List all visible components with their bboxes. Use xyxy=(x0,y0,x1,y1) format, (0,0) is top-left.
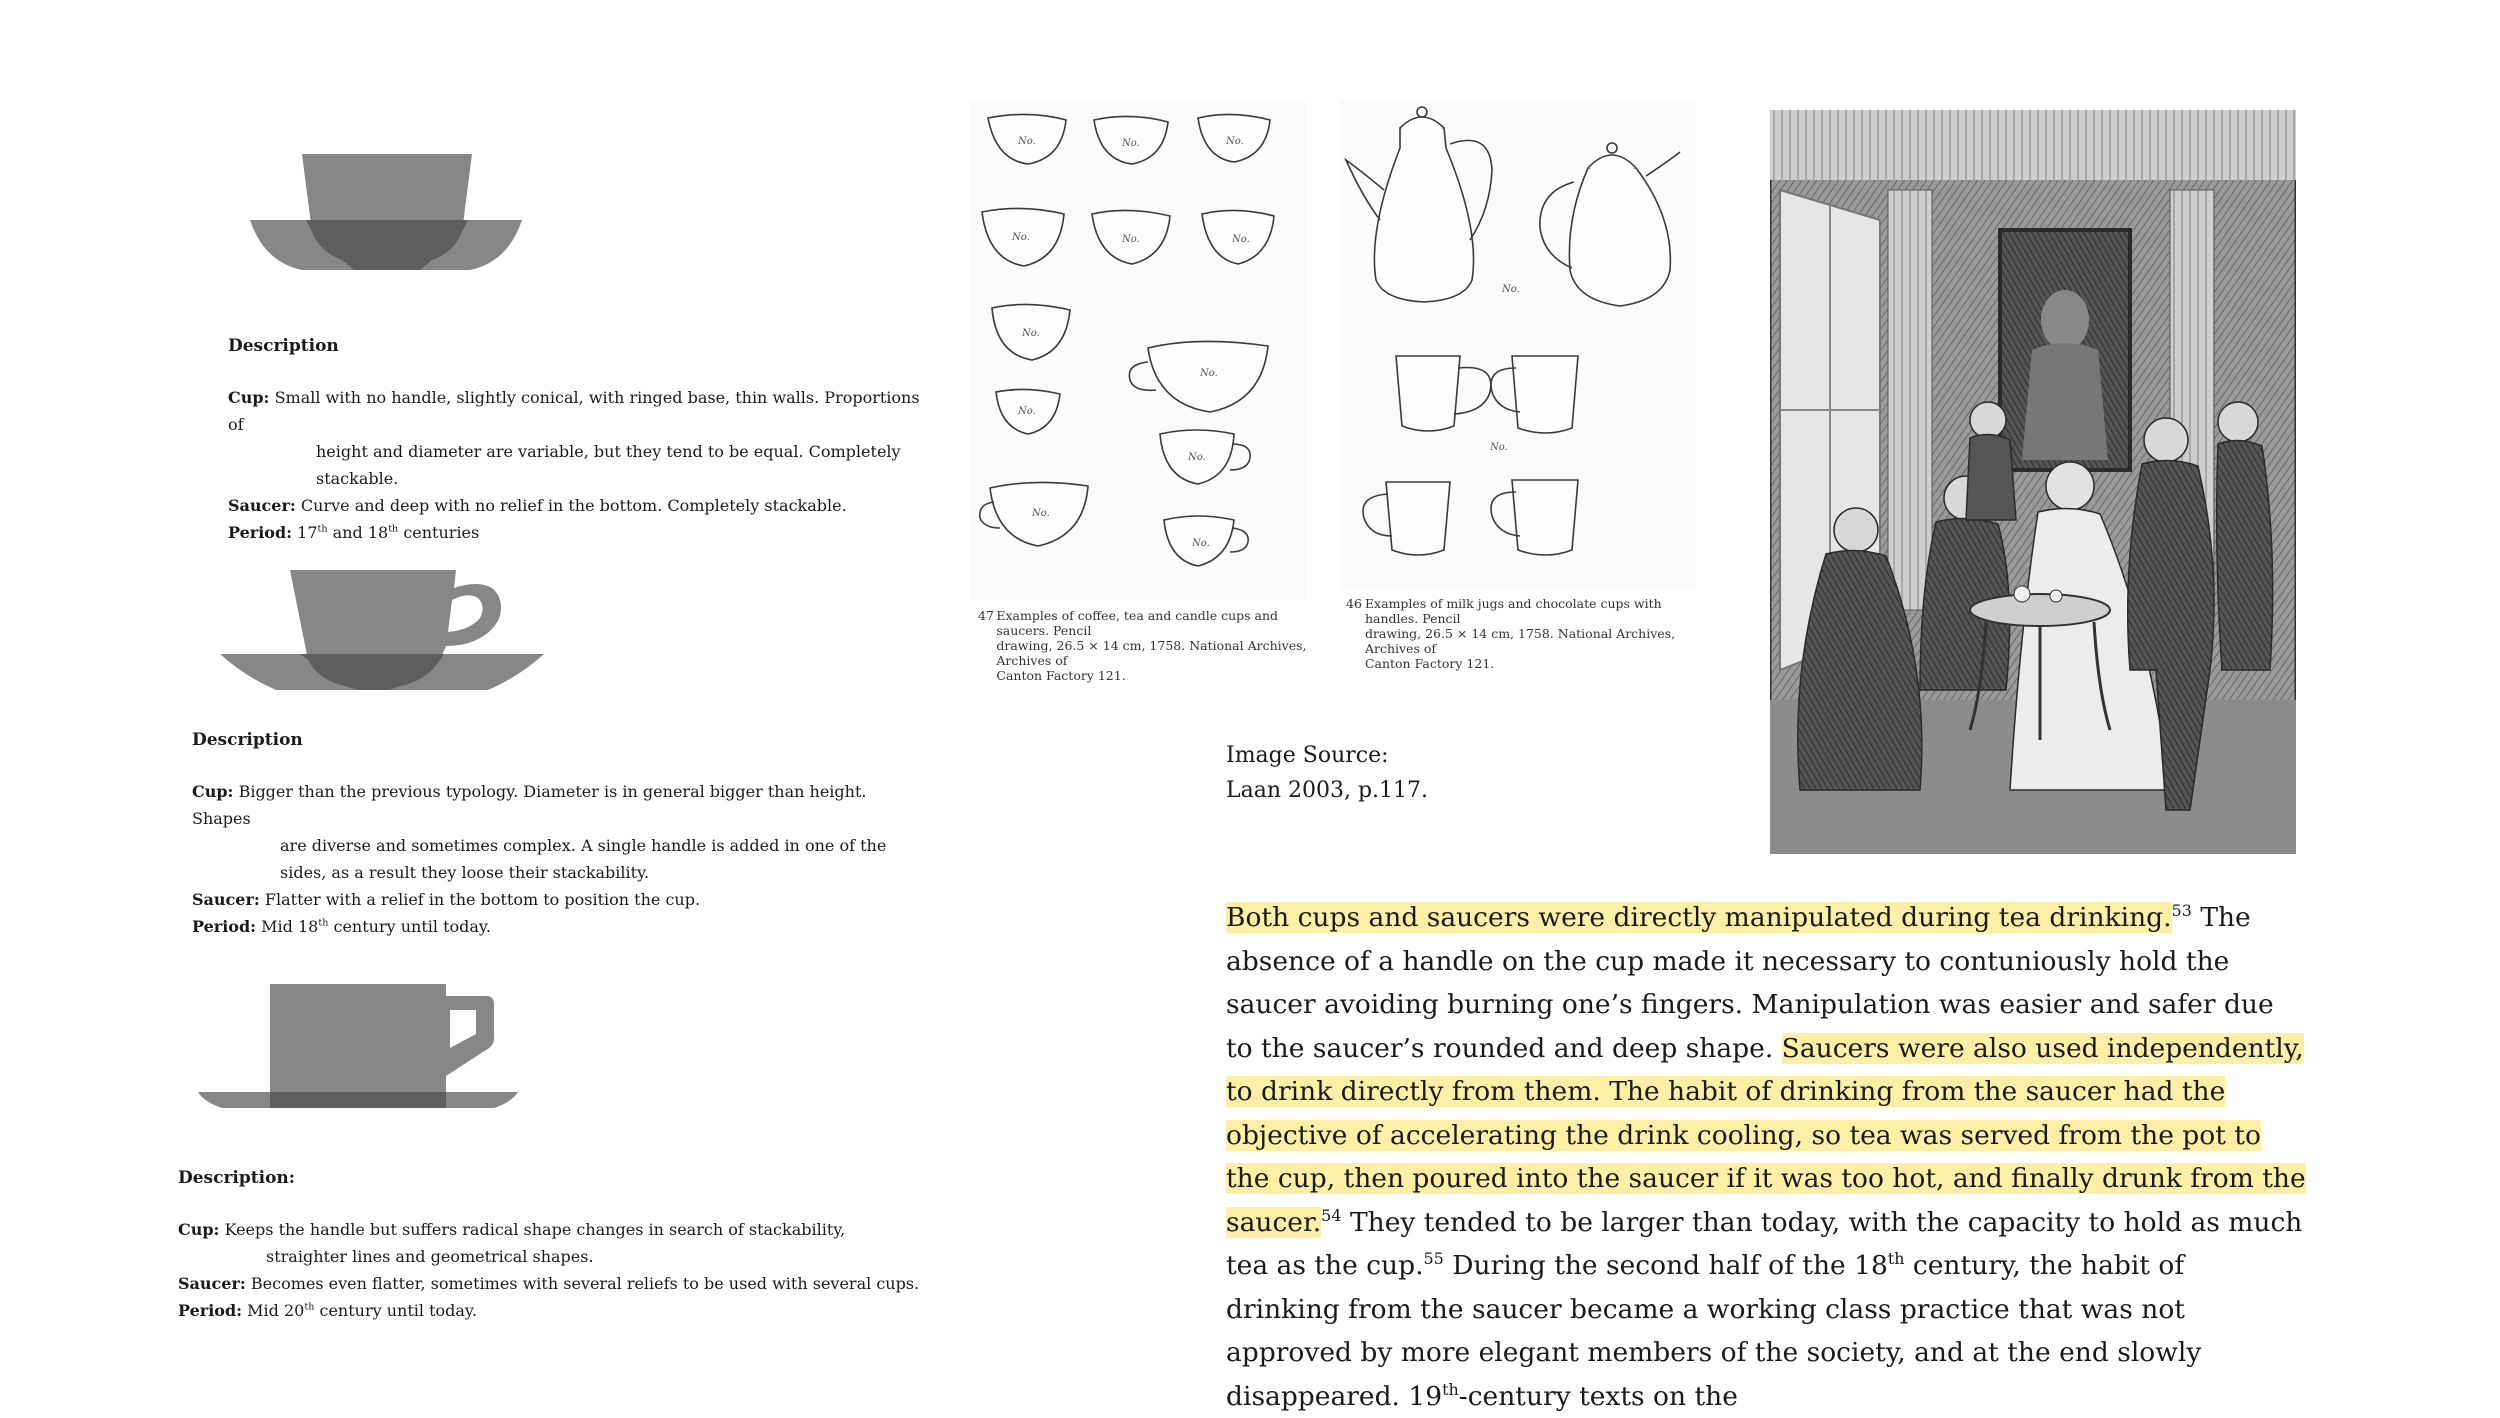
sketch-label-11: No. xyxy=(1032,508,1050,519)
typology-2-diagram xyxy=(220,566,550,696)
choc-cup-1 xyxy=(1396,356,1460,431)
figure-47-number: 47 xyxy=(978,608,994,623)
typology-3-cup-text-2: straighter lines and geometrical shapes. xyxy=(266,1247,594,1266)
choc-cup-2 xyxy=(1512,356,1578,433)
typology-2-cup-text-2: are diverse and sometimes complex. A single handle is added in one of the xyxy=(280,836,887,855)
typology-1-saucer-text: Curve and deep with no relief in the bottom. Completely stackable. xyxy=(300,496,847,515)
paragraph-sup-th-1: th xyxy=(1887,1249,1905,1269)
figure-46-caption-1: Examples of milk jugs and chocolate cups with handles. Pencil xyxy=(1364,596,1662,626)
sketch-label-4: No. xyxy=(1012,232,1030,243)
choc-cup-3 xyxy=(1386,482,1450,555)
tea-table-top xyxy=(1970,594,2110,626)
sketch-label-3: No. xyxy=(1226,136,1244,147)
figure-46-sketch xyxy=(1340,100,1696,590)
body-paragraph xyxy=(1226,896,2306,1418)
figure-woman-left-head xyxy=(1834,508,1878,552)
typology-1-cup-label: Cup: xyxy=(228,388,270,407)
typology-3-cup-label: Cup: xyxy=(178,1220,220,1239)
typology-1-description xyxy=(228,336,928,546)
column-left xyxy=(1888,190,1932,610)
typology-1-period-sup1: th xyxy=(317,523,328,535)
typology-1-period-label: Period: xyxy=(228,523,293,542)
figure-47-sketch xyxy=(970,100,1306,600)
sketch-label-2: No. xyxy=(1122,138,1140,149)
sketch-label-8: No. xyxy=(1200,368,1218,379)
typology-1-period-sup2: th xyxy=(388,523,399,535)
choc-cup-4 xyxy=(1512,480,1578,555)
figure-gentleman-head xyxy=(2144,418,2188,462)
sketch-label-7: No. xyxy=(1022,328,1040,339)
typology-1-cup-text-2: height and diameter are variable, but they tend to be equal. Completely xyxy=(316,442,901,461)
sketch-label-10: No. xyxy=(1188,452,1206,463)
image-source xyxy=(1226,738,1428,808)
figure-47-caption-2: drawing, 26.5 × 14 cm, 1758. National Archives, Archives of xyxy=(996,638,1307,668)
typology-1-cup-text-1: Small with no handle, slightly conical, with ringed base, thin walls. Proportions of xyxy=(228,388,920,434)
sketch-label-13: No. xyxy=(1502,284,1520,295)
typology-2-saucer-label: Saucer: xyxy=(192,890,260,909)
typology-3-diagram xyxy=(198,984,522,1114)
tea-scene-engraving xyxy=(1770,110,2296,854)
typology-3-period-pre: Mid 20 xyxy=(242,1301,305,1320)
image-source-ref: Laan 2003, p.117. xyxy=(1226,778,1429,803)
figure-standing-head xyxy=(1970,402,2006,438)
figure-46-caption-3: Canton Factory 121. xyxy=(1364,656,1495,671)
typology-3-period-post: century until today. xyxy=(314,1301,477,1320)
typology-1-period-mid: and 18 xyxy=(327,523,389,542)
jug-2-knob xyxy=(1607,143,1617,153)
typology-3-period-label: Period: xyxy=(178,1301,243,1320)
figure-46-caption xyxy=(1346,596,1706,671)
paragraph-text-2: They tended to be larger than today, with the capacity to hold as much tea as the cup. xyxy=(1226,1206,2303,1281)
typology-3-title: Description: xyxy=(178,1168,296,1188)
typology-2-cup-label: Cup: xyxy=(192,782,234,801)
sketch-label-14: No. xyxy=(1490,442,1508,453)
typology-1-saucer-label: Saucer: xyxy=(228,496,296,515)
paragraph-text-1: The absence of a handle on the cup made it necessary to contuniously hold the saucer avoiding burning one’s fingers. Manipulation was easier and safer due to the saucer’s rounded and deep shape. xyxy=(1226,902,2274,1064)
sketch-label-12: No. xyxy=(1192,538,1210,549)
typology-3-saucer-text: Becomes even flatter, sometimes with several reliefs to be used with several cups. xyxy=(250,1274,920,1293)
sketch-label-1: No. xyxy=(1018,136,1036,147)
footnote-54[interactable]: 54 xyxy=(1321,1205,1342,1225)
typology-1-title: Description xyxy=(228,336,339,356)
typology-1-period-pre: 17 xyxy=(297,523,318,542)
cup-3-overlap xyxy=(270,1092,446,1108)
figure-46-caption-2: drawing, 26.5 × 14 cm, 1758. National Archives, Archives of xyxy=(1364,626,1676,656)
figure-47-caption-3: Canton Factory 121. xyxy=(996,668,1126,683)
typology-1-period-post: centuries xyxy=(398,523,480,542)
sketch-label-9: No. xyxy=(1018,406,1036,417)
highlight-1: Both cups and saucers were directly manipulated during tea drinking. xyxy=(1226,902,2172,933)
cup-3-shape xyxy=(270,984,494,1108)
figure-47-caption xyxy=(978,608,1318,683)
figure-46-number: 46 xyxy=(1346,596,1362,611)
typology-2-cup-text-1: Bigger than the previous typology. Diameter is in general bigger than height. Shapes xyxy=(192,782,867,828)
typology-2-description xyxy=(192,730,912,940)
figure-woman-center-head xyxy=(2046,462,2094,510)
paragraph-text-3: During the second half of the 18 xyxy=(1443,1250,1888,1281)
typology-2-saucer-text: Flatter with a relief in the bottom to position the cup. xyxy=(264,890,701,909)
sketch-label-6: No. xyxy=(1232,234,1250,245)
footnote-53[interactable]: 53 xyxy=(2171,901,2192,921)
paragraph-text-4: century, the habit of drinking from the saucer became a working class practice that was not approved by more elegant members of the society, and at the end slowly disappeared. 19 xyxy=(1226,1250,2202,1412)
footnote-55[interactable]: 55 xyxy=(1423,1249,1444,1269)
typology-2-period-post: century until today. xyxy=(328,917,491,936)
typology-3-period-sup1: th xyxy=(304,1301,315,1313)
typology-3-description xyxy=(178,1168,938,1324)
paragraph-sup-th-2: th xyxy=(1442,1379,1459,1399)
paragraph-text-5: -century texts on the xyxy=(1458,1380,1738,1412)
typology-2-title: Description xyxy=(192,730,303,750)
typology-1-diagram xyxy=(250,150,530,275)
typology-2-cup-text-3: sides, as a result they loose their stackability. xyxy=(280,863,650,882)
typology-2-period-label: Period: xyxy=(192,917,257,936)
typology-2-period-pre: Mid 18 xyxy=(256,917,319,936)
typology-1-cup-text-3: stackable. xyxy=(316,469,399,488)
typology-2-period-sup1: th xyxy=(318,917,329,929)
figure-47-caption-1: Examples of coffee, tea and candle cups and saucers. Pencil xyxy=(996,608,1279,638)
typology-3-cup-text-1: Keeps the handle but suffers radical shape changes in search of stackability, xyxy=(224,1220,846,1239)
jug-1-knob xyxy=(1417,107,1427,117)
sketch-label-5: No. xyxy=(1122,234,1140,245)
typology-3-saucer-label: Saucer: xyxy=(178,1274,246,1293)
figure-right-head xyxy=(2218,402,2258,442)
image-source-label: Image Source: xyxy=(1226,743,1389,768)
highlight-2: Saucers were also used independently, to drink directly from them. The habit of drinking from the saucer had the objective of accelerating the drink cooling, so tea was served from the pot to the cup, then poured into the saucer if it was too hot, and finally drunk from the saucer. xyxy=(1226,1032,2306,1238)
